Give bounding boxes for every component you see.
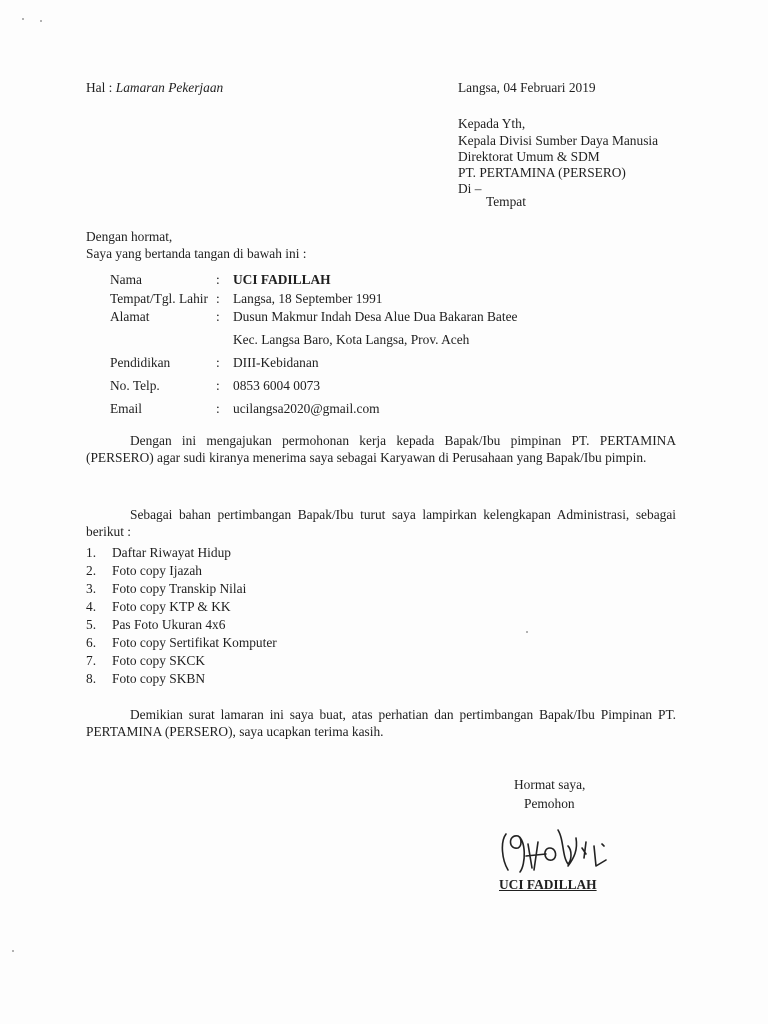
field-label: Tempat/Tgl. Lahir: [110, 291, 208, 306]
list-item-number: 6.: [86, 635, 97, 650]
subject-line: [86, 79, 223, 96]
field-value-education: DIII-Kebidanan: [233, 355, 319, 370]
paragraph-text: Demikian surat lamaran ini saya buat, atas perhatian dan pertimbangan Bapak/Ibu Pimpinan PT. PERTAMINA (PERSERO), saya ucapkan terima kasih.: [86, 707, 676, 739]
field-colon: :: [216, 355, 220, 370]
field-colon: :: [216, 291, 220, 306]
list-item-number: 1.: [86, 545, 97, 560]
list-item-text: Foto copy KTP & KK: [112, 599, 231, 614]
handwritten-signature: [498, 820, 618, 882]
recipient-line: Tempat: [486, 194, 526, 209]
place-date: Langsa, 04 Februari 2019: [458, 80, 596, 95]
field-value-name: UCI FADILLAH: [233, 272, 331, 287]
recipient-line: Di –: [458, 181, 482, 196]
list-item-text: Foto copy Sertifikat Komputer: [112, 635, 277, 650]
intro-line: Saya yang bertanda tangan di bawah ini :: [86, 246, 307, 261]
list-item-text: Foto copy Transkip Nilai: [112, 581, 247, 596]
recipient-line: PT. PERTAMINA (PERSERO): [458, 165, 626, 180]
field-value-address-line1: Dusun Makmur Indah Desa Alue Dua Bakaran Batee: [233, 309, 518, 324]
field-colon: :: [216, 401, 220, 416]
body-paragraph-2: [86, 506, 676, 540]
recipient-line: Kepala Divisi Sumber Daya Manusia: [458, 133, 659, 148]
field-label: Nama: [110, 272, 142, 287]
field-colon: :: [216, 309, 220, 324]
field-label: Pendidikan: [110, 355, 171, 370]
scan-speck: [526, 631, 528, 633]
field-label: Alamat: [110, 309, 150, 324]
field-label: Email: [110, 401, 142, 416]
list-item-number: 2.: [86, 563, 97, 578]
field-value-address-line2: Kec. Langsa Baro, Kota Langsa, Prov. Aceh: [233, 332, 470, 347]
regards-line: Hormat saya,: [514, 777, 586, 792]
recipient-line: Direktorat Umum & SDM: [458, 149, 600, 164]
list-item-text: Foto copy Ijazah: [112, 563, 202, 578]
field-label: No. Telp.: [110, 378, 160, 393]
list-item-text: Foto copy SKBN: [112, 671, 206, 686]
list-item-text: Daftar Riwayat Hidup: [112, 545, 231, 560]
paragraph-text: Dengan ini mengajukan permohonan kerja kepada Bapak/Ibu pimpinan PT. PERTAMINA (PERSERO) agar sudi kiranya menerima saya sebagai Karyawan di Perusahaan yang Bapak/Ibu pimpin.: [86, 433, 676, 465]
list-item-number: 3.: [86, 581, 97, 596]
recipient-line: Kepada Yth,: [458, 116, 526, 131]
field-value-email: ucilangsa2020@gmail.com: [233, 401, 380, 416]
role-line: Pemohon: [524, 796, 575, 811]
subject-prefix: Hal :: [86, 80, 116, 95]
field-value-birth: Langsa, 18 September 1991: [233, 291, 383, 306]
scan-speck: [12, 950, 14, 952]
field-colon: :: [216, 272, 220, 287]
closing-paragraph: [86, 706, 676, 740]
body-paragraph-1: [86, 432, 676, 466]
salutation: Dengan hormat,: [86, 229, 173, 244]
list-item-number: 5.: [86, 617, 97, 632]
list-item-text: Pas Foto Ukuran 4x6: [112, 617, 226, 632]
scan-speck: [22, 18, 24, 20]
scan-speck: [40, 20, 42, 22]
paragraph-text: Sebagai bahan pertimbangan Bapak/Ibu turut saya lampirkan kelengkapan Administrasi, sebagai berikut :: [86, 507, 676, 539]
list-item-number: 8.: [86, 671, 97, 686]
subject-text: Lamaran Pekerjaan: [115, 80, 224, 95]
signer-name: UCI FADILLAH: [499, 877, 597, 892]
field-colon: :: [216, 378, 220, 393]
list-item-text: Foto copy SKCK: [112, 653, 206, 668]
field-value-phone: 0853 6004 0073: [233, 378, 321, 393]
list-item-number: 4.: [86, 599, 97, 614]
list-item-number: 7.: [86, 653, 97, 668]
